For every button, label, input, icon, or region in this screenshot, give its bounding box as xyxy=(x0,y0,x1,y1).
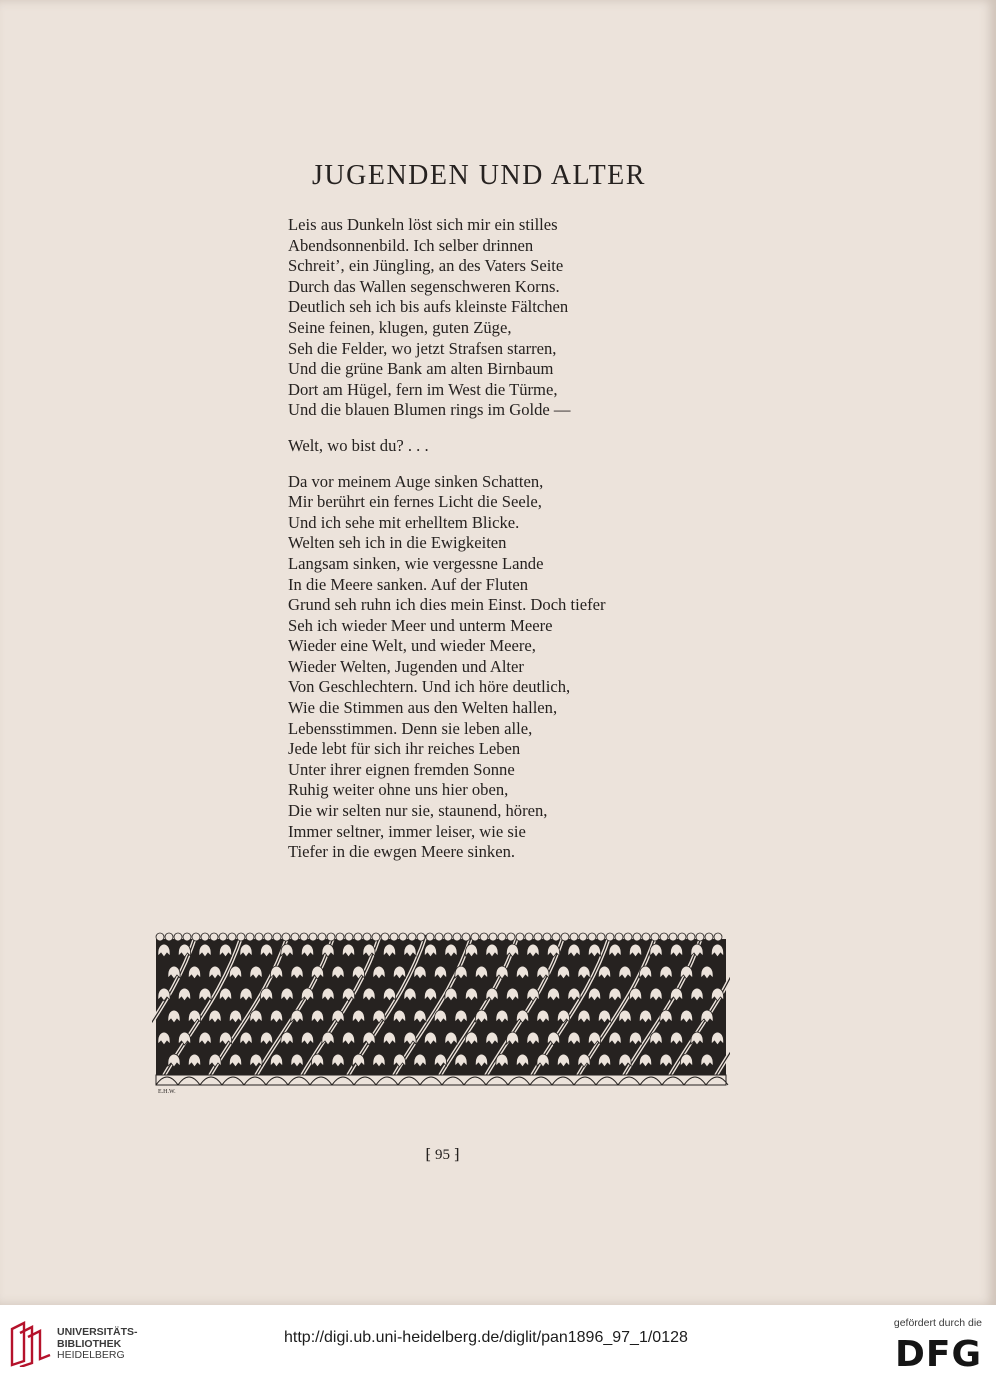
poem-line: Welt, wo bist du? . . . xyxy=(288,435,429,455)
footer-bar xyxy=(0,1305,996,1381)
poem-line: Seh ich wieder Meer und unterm Meere xyxy=(288,615,553,635)
poem-line: Abendsonnenbild. Ich selber drinnen xyxy=(288,235,534,255)
poem-line: Grund seh ruhn ich dies mein Einst. Doch tiefer xyxy=(288,595,606,615)
ornament-pattern xyxy=(152,933,730,1085)
institution-line-2: BIBLIOTHEK xyxy=(57,1337,122,1350)
poem-stanza xyxy=(288,472,728,863)
poem-stanza xyxy=(288,215,728,421)
poem-line: In die Meere sanken. Auf der Fluten xyxy=(288,574,529,594)
institution-name[interactable] xyxy=(57,1327,138,1362)
poem-line: Unter ihrer eignen fremden Sonne xyxy=(288,759,515,779)
poem-line: Wieder eine Welt, und wieder Meere, xyxy=(288,636,536,656)
poem xyxy=(288,215,728,878)
poem-line: Jede lebt für sich ihr reiches Leben xyxy=(288,739,521,759)
lily-of-the-valley-ornament xyxy=(152,925,730,1097)
poem-line: Seine feinen, klugen, guten Züge, xyxy=(288,317,512,337)
poem-line: Wieder Welten, Jugenden und Alter xyxy=(288,656,524,676)
page-number: ⁅ 95 ⁆ xyxy=(425,1147,460,1163)
poem-line: Die wir selten nur sie, staunend, hören, xyxy=(288,801,548,821)
poem-line: Schreit’, ein Jüngling, an des Vaters Seite xyxy=(288,256,564,276)
poem-line: Von Geschlechtern. Und ich höre deutlich, xyxy=(288,677,571,697)
poem-line: Welten seh ich in die Ewigkeiten xyxy=(288,533,507,553)
funded-by-label: gefördert durch die xyxy=(893,1317,982,1329)
poem-line: Deutlich seh ich bis aufs kleinste Fältchen xyxy=(288,297,569,317)
poem-line: Leis aus Dunkeln löst sich mir ein stilles xyxy=(288,215,558,234)
page-title: JUGENDEN UND ALTER xyxy=(312,160,646,191)
poem-line: Seh die Felder, wo jetzt Strafsen starren, xyxy=(288,338,557,358)
permalink-url[interactable]: http://digi.ub.uni-heidelberg.de/diglit/pan1896_97_1/0128 xyxy=(284,1329,688,1346)
poem-line: Da vor meinem Auge sinken Schatten, xyxy=(288,471,544,491)
dfg-logo[interactable]: DFG xyxy=(894,1334,982,1375)
poem-line: Ruhig weiter ohne uns hier oben, xyxy=(288,780,509,800)
poem-line: Tiefer in die ewgen Meere sinken. xyxy=(288,842,516,862)
poem-line: Und die grüne Bank am alten Birnbaum xyxy=(288,359,554,379)
poem-line: Dort am Hügel, fern im West die Türme, xyxy=(288,379,558,399)
ub-heidelberg-logo-icon[interactable] xyxy=(10,1321,52,1367)
poem-line: Langsam sinken, wie vergessne Lande xyxy=(288,553,544,573)
institution-line-1: UNIVERSITÄTS- xyxy=(57,1326,138,1338)
poem-line: Mir berührt ein fernes Licht die Seele, xyxy=(288,492,542,512)
poem-stanza xyxy=(288,436,728,457)
ornament-signature: E.H.W. xyxy=(158,1089,176,1095)
institution-line-3: HEIDELBERG xyxy=(57,1349,125,1361)
poem-line: Lebensstimmen. Denn sie leben alle, xyxy=(288,718,533,738)
poem-line: Wie die Stimmen aus den Welten hallen, xyxy=(288,698,558,718)
poem-line: Und ich sehe mit erhelltem Blicke. xyxy=(288,512,520,532)
poem-line: Und die blauen Blumen rings im Golde — xyxy=(288,400,571,420)
poem-line: Immer seltner, immer leiser, wie sie xyxy=(288,821,526,841)
poem-line: Durch das Wallen segenschweren Korns. xyxy=(288,276,560,296)
